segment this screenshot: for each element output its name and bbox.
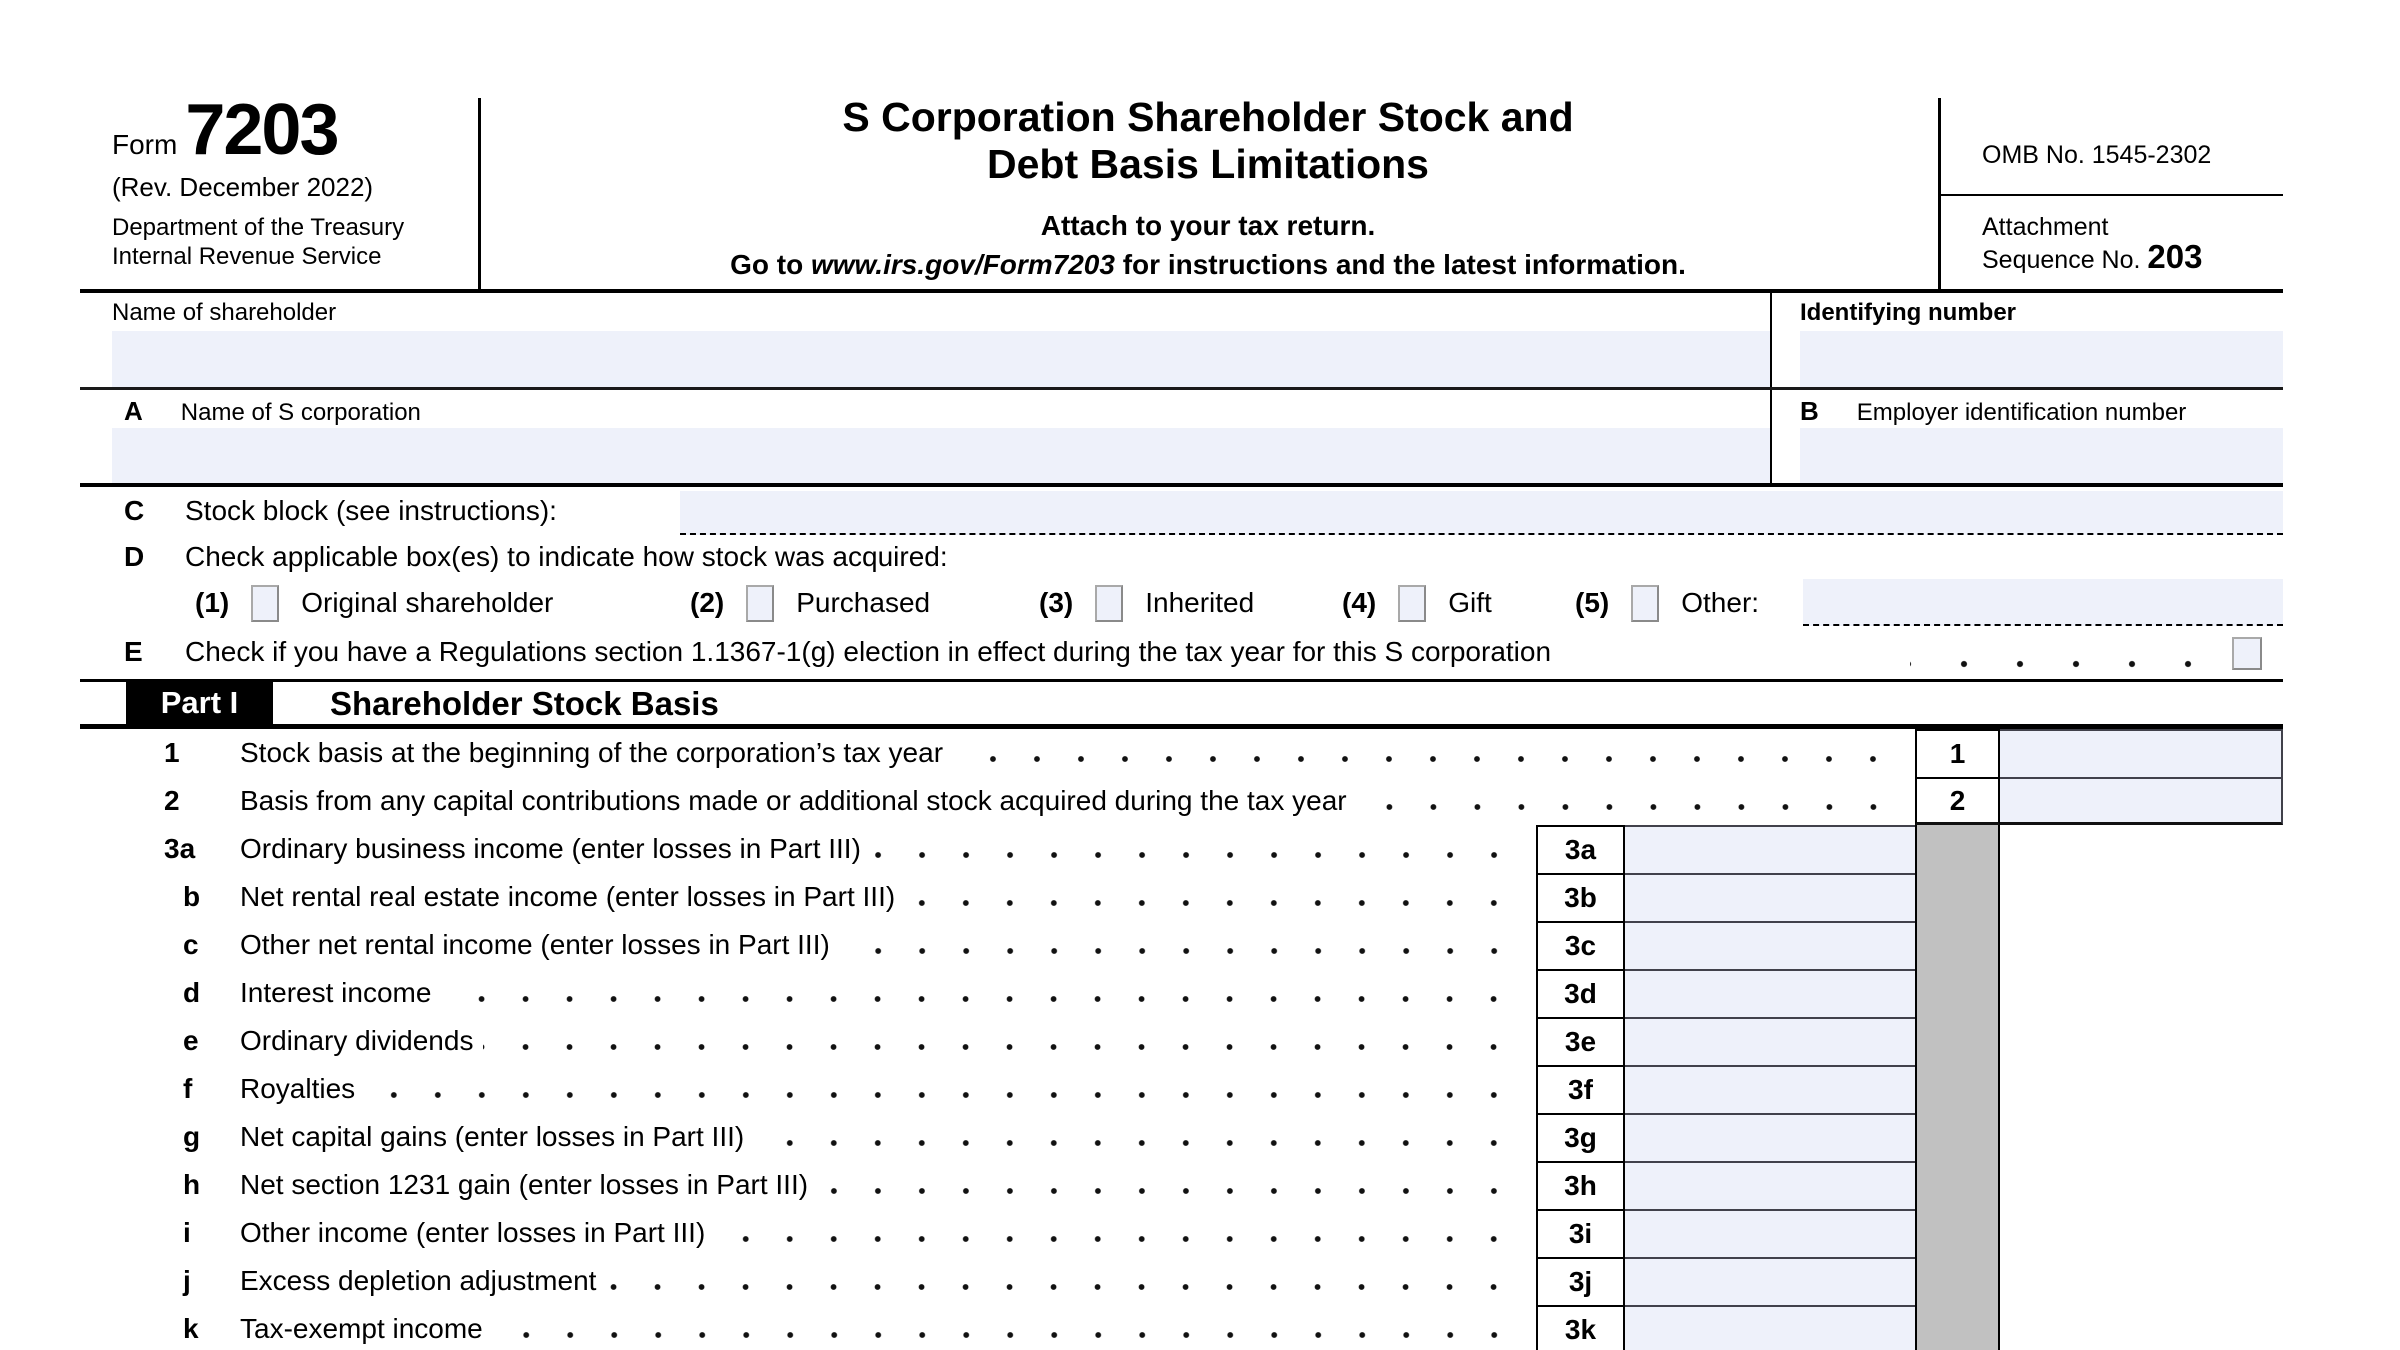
row-number: k <box>183 1313 199 1344</box>
row-number: j <box>183 1265 191 1296</box>
stock-block-field[interactable] <box>680 491 2283 535</box>
dot-leaders <box>715 1209 1522 1257</box>
agency-line2: Internal Revenue Service <box>112 243 382 270</box>
line-3d-amount-field[interactable] <box>1625 969 1915 1017</box>
option-2-number: (2) <box>690 587 725 618</box>
row-number: b <box>183 881 201 912</box>
form-title-line1: S Corporation Shareholder Stock and <box>842 94 1574 140</box>
line-d <box>80 537 2283 577</box>
shaded-column <box>1915 825 2000 1350</box>
title-block <box>478 60 1938 289</box>
purchased-checkbox[interactable] <box>746 585 774 622</box>
revision-date: (Rev. December 2022) <box>112 172 374 202</box>
form-header <box>80 60 2283 293</box>
line-number-box: 3b <box>1536 873 1625 921</box>
line-3c-amount-field[interactable] <box>1625 921 1915 969</box>
line-2-amount-field[interactable] <box>2000 777 2283 825</box>
line-number-box: 3e <box>1536 1017 1625 1065</box>
option-2-label: Purchased <box>796 587 931 618</box>
dot-leaders <box>818 1161 1522 1209</box>
row-number: f <box>183 1073 193 1104</box>
table-row <box>80 777 2283 825</box>
dot-leaders <box>953 729 1901 777</box>
line-c-letter: C <box>124 495 145 526</box>
identifying-number-label: Identifying number <box>1800 299 2016 326</box>
line-e-letter: E <box>124 636 143 667</box>
goto-note: Go to www.irs.gov/Form7203 for instructions and the latest information. <box>730 249 1686 280</box>
option-5-label: Other: <box>1681 587 1760 618</box>
s-corp-name-label: A Name of S corporation <box>124 396 421 426</box>
line-1-amount-field[interactable] <box>2000 729 2283 777</box>
row-label: Net capital gains (enter losses in Part III) <box>240 1121 745 1152</box>
part1-title: Shareholder Stock Basis <box>330 685 719 722</box>
omb-block <box>1938 60 2283 289</box>
dot-leaders <box>606 1257 1522 1305</box>
line-number-box: 3h <box>1536 1161 1625 1209</box>
row-number: 1 <box>164 737 180 768</box>
row-label: Net section 1231 gain (enter losses in Part III) <box>240 1169 809 1200</box>
ein-field[interactable] <box>1800 428 2283 483</box>
option-inherited <box>1039 577 1254 629</box>
line-number-box: 3f <box>1536 1065 1625 1113</box>
line-e-label: Check if you have a Regulations section 1.1367-1(g) election in effect during the tax year for this S corporation <box>185 636 1552 667</box>
line-e <box>80 629 2283 679</box>
line-number-box: 3j <box>1536 1257 1625 1305</box>
line-3a-amount-field[interactable] <box>1625 825 1915 873</box>
row-number: i <box>183 1217 191 1248</box>
dot-leaders <box>365 1065 1522 1113</box>
line-number-box: 3a <box>1536 825 1625 873</box>
header-divider-left <box>478 98 481 289</box>
table-row <box>80 729 2283 777</box>
row-label: Royalties <box>240 1073 356 1104</box>
shareholder-name-label: Name of shareholder <box>112 299 337 326</box>
line-3k-amount-field[interactable] <box>1625 1305 1915 1350</box>
line-d-label: Check applicable box(es) to indicate how stock was acquired: <box>185 541 948 572</box>
goto-url: www.irs.gov/Form7203 <box>810 249 1115 280</box>
row-number: g <box>183 1121 201 1152</box>
gift-checkbox[interactable] <box>1398 585 1426 622</box>
row-number: e <box>183 1025 199 1056</box>
part1-header <box>80 679 2283 729</box>
row-label: Other net rental income (enter losses in Part III) <box>240 929 830 960</box>
row-label: Net rental real estate income (enter losses in Part III) <box>240 881 896 912</box>
line-number-box: 3i <box>1536 1209 1625 1257</box>
dot-leaders <box>1910 629 2220 671</box>
form-id-block <box>80 60 478 289</box>
line-number-box: 3k <box>1536 1305 1625 1350</box>
option-gift <box>1342 577 1492 629</box>
election-checkbox[interactable] <box>2232 637 2262 670</box>
row-label: Ordinary business income (enter losses in Part III) <box>240 833 861 864</box>
omb-number: OMB No. 1545-2302 <box>1938 60 2283 196</box>
row-label: Excess depletion adjustment <box>240 1265 597 1296</box>
ein-label: B Employer identification number <box>1800 396 2187 426</box>
option-1-label: Original shareholder <box>301 587 554 618</box>
option-4-number: (4) <box>1342 587 1377 618</box>
option-3-label: Inherited <box>1145 587 1255 618</box>
dot-leaders <box>483 1017 1522 1065</box>
dot-leaders <box>871 825 1522 873</box>
attach-note: Attach to your tax return. <box>1040 210 1376 241</box>
option-4-label: Gift <box>1448 587 1492 618</box>
option-original-shareholder <box>195 577 553 629</box>
line-number-box: 3g <box>1536 1113 1625 1161</box>
line-c-label: Stock block (see instructions): <box>185 495 557 526</box>
inherited-checkbox[interactable] <box>1095 585 1123 622</box>
row-label: Ordinary dividends <box>240 1025 474 1056</box>
row-number: c <box>183 929 199 960</box>
line-3e-amount-field[interactable] <box>1625 1017 1915 1065</box>
name-row <box>80 293 2283 390</box>
part1-rows <box>80 729 2283 1350</box>
dot-leaders <box>493 1305 1522 1350</box>
row-label: Tax-exempt income <box>240 1313 483 1344</box>
row-label: Other income (enter losses in Part III) <box>240 1217 706 1248</box>
other-description-field[interactable] <box>1803 579 2283 626</box>
line-3j-amount-field[interactable] <box>1625 1257 1915 1305</box>
part1-badge: Part I <box>126 682 273 724</box>
sequence-word: Sequence No. <box>1982 246 2148 274</box>
line-number-box: 3c <box>1536 921 1625 969</box>
line-number-box: 1 <box>1915 729 2000 777</box>
line-3i-amount-field[interactable] <box>1625 1209 1915 1257</box>
line-3h-amount-field[interactable] <box>1625 1161 1915 1209</box>
line-number-box: 2 <box>1915 777 2000 825</box>
row-number: 2 <box>164 785 180 816</box>
row-number: h <box>183 1169 201 1200</box>
dot-leaders <box>1357 777 1901 825</box>
line-number-box: 3d <box>1536 969 1625 1017</box>
header-divider-right <box>1938 98 1941 289</box>
form-number: 7203 <box>185 90 338 170</box>
form-word: Form <box>112 129 178 160</box>
agency-line1: Department of the Treasury <box>112 214 405 241</box>
attachment-word: Attachment <box>1982 213 2109 241</box>
line-d-options <box>80 577 2283 629</box>
dot-leaders <box>754 1113 1522 1161</box>
corporation-row-divider <box>1770 390 1772 483</box>
option-purchased <box>690 577 930 629</box>
original-shareholder-checkbox[interactable] <box>251 585 279 622</box>
line-3b-amount-field[interactable] <box>1625 873 1915 921</box>
row-label: Interest income <box>240 977 432 1008</box>
option-5-number: (5) <box>1575 587 1610 618</box>
dot-leaders <box>905 873 1522 921</box>
s-corp-name-field[interactable] <box>112 428 1770 483</box>
corporation-row <box>80 390 2283 487</box>
dot-leaders <box>441 969 1522 1017</box>
row-label: Basis from any capital contributions made or additional stock acquired during the tax year <box>240 785 1347 816</box>
row-number: 3a <box>164 833 196 864</box>
line-3f-amount-field[interactable] <box>1625 1065 1915 1113</box>
identifying-number-field[interactable] <box>1800 331 2283 387</box>
line-c <box>80 487 2283 537</box>
other-checkbox[interactable] <box>1631 585 1659 622</box>
sequence-number: 203 <box>2147 238 2203 275</box>
line-3g-amount-field[interactable] <box>1625 1113 1915 1161</box>
shareholder-name-field[interactable] <box>112 331 1770 387</box>
line-d-letter: D <box>124 541 145 572</box>
name-row-divider <box>1770 293 1772 387</box>
row-number: d <box>183 977 201 1008</box>
form-title-line2: Debt Basis Limitations <box>987 141 1429 187</box>
option-3-number: (3) <box>1039 587 1074 618</box>
row-label: Stock basis at the beginning of the corporation’s tax year <box>240 737 944 768</box>
option-other <box>1575 577 1759 629</box>
option-1-number: (1) <box>195 587 230 618</box>
dot-leaders <box>840 921 1522 969</box>
